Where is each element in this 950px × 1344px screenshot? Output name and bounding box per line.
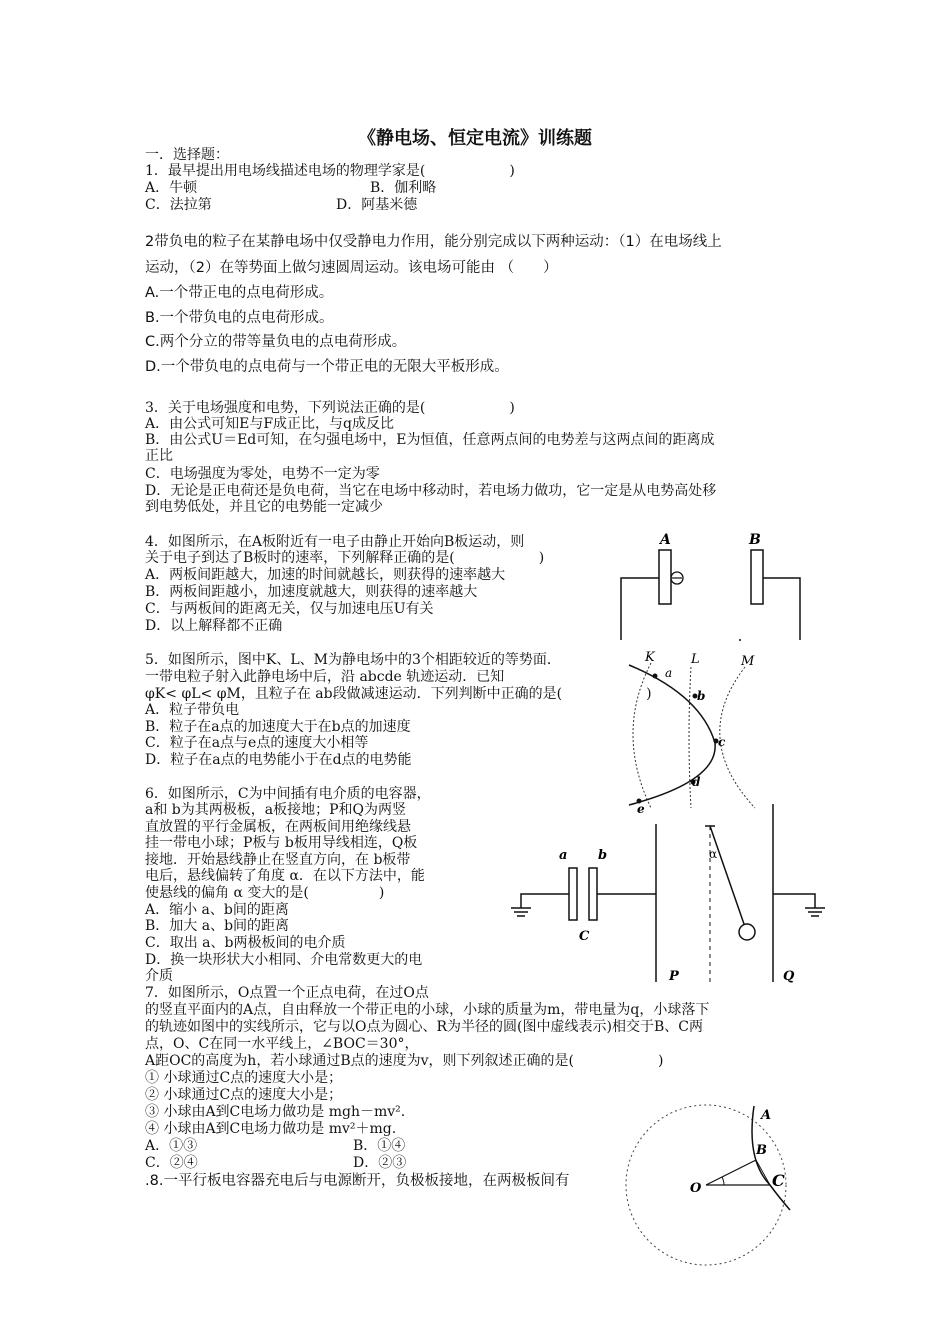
question-6-option-d-line-1: D．换一块形状大小相同、介电常数更大的电 (145, 952, 423, 968)
question-3-option-b-line-2: 正比 (145, 448, 173, 464)
question-7-option-a: A．①③ (145, 1138, 198, 1154)
svg-text:O: O (690, 1181, 702, 1196)
question-2-line-2: 运动，（2）在等势面上做匀速圆周运动。该电场可能由 （ ） (145, 260, 558, 276)
section-heading: 一．选择题： (145, 147, 229, 163)
question-4-option-a: A．两板间距越大，加速的时间就越长，则获得的速率越大 (145, 567, 506, 583)
svg-text:d: d (692, 775, 701, 789)
question-7-line-4: 点，O、C在同一水平线上，∠BOC＝30°， (145, 1036, 419, 1052)
ground-wire-q (773, 894, 815, 908)
capacitor-plate-b (589, 868, 597, 920)
fig4-label-b: B (749, 532, 761, 548)
question-6-line-7: 使悬线的偏角 α 变大的是( ) (145, 885, 385, 901)
question-1-option-d: D．阿基米德 (336, 197, 418, 213)
question-3-option-c: C．电场强度为零处，电势不一定为零 (145, 466, 380, 482)
question-6-line-5: 接地．开始悬线静止在竖直方向，在 b板带 (145, 852, 411, 868)
question-5-line-3: φK< φL< φM，且粒子在 ab段做减速运动．下列判断中正确的是( ) (145, 686, 652, 702)
svg-text:M: M (741, 654, 755, 669)
question-2-option-a: A.一个带正电的点电荷形成。 (145, 285, 334, 301)
question-1-option-c: C．法拉第 (145, 197, 212, 213)
question-6-option-d-line-2: 介质 (145, 968, 173, 984)
svg-text:c: c (718, 735, 726, 749)
svg-text:P: P (669, 969, 679, 984)
question-5-line-1: 5．如图所示，图中K、L、M为静电场中的3个相距较近的等势面． (145, 652, 561, 668)
question-6-line-6: 电后，悬线偏转了角度 α．在以下方法中，能 (145, 868, 425, 884)
svg-text:b: b (598, 848, 608, 863)
question-4-option-b: B．两板间距越小，加速度就越大，则获得的速率越大 (145, 584, 478, 600)
question-2-option-c: C.两个分立的带等量负电的点电荷形成。 (145, 334, 407, 350)
equipotential-l (689, 667, 691, 808)
question-7-line-2: 的竖直平面内的A点，自由释放一个带正电的小球，小球的质量为m，带电量为q，小球落下 (145, 1002, 710, 1018)
svg-text:L: L (691, 652, 700, 667)
question-5-option-c: C．粒子在a点与e点的速度大小相等 (145, 735, 369, 751)
question-2-line-1: 2带负电的粒子在某静电场中仅受静电力作用，能分别完成以下两种运动：（1）在电场线上 (145, 234, 722, 250)
charged-ball (739, 924, 755, 940)
question-7-statement-2: ② 小球通过C点的速度大小是； (145, 1087, 343, 1103)
question-7-line-5: A距OC的高度为h，若小球通过B点的速度为v，则下列叙述正确的是( ) (145, 1053, 664, 1069)
figure-q7-circle (650, 1100, 840, 1265)
question-3-option-d-line-1: D．无论是正电荷还是负电荷，当它在电场中移动时，若电场力做功，它一定是从电势高处移 (145, 483, 717, 499)
particle-trajectory (629, 665, 715, 805)
question-3-option-b-line-1: B．由公式U＝Ed可知，在匀强电场中，E为恒值，任意两点间的电势差与这两点间的距离成 (145, 432, 715, 448)
question-7-statement-1: ① 小球通过C点的速度大小是； (145, 1070, 343, 1086)
capacitor-plate-a (569, 868, 577, 920)
question-7-line-1: 7．如图所示，O点置一个正点电荷，在过O点 (145, 985, 429, 1001)
question-6-line-2: a和 b为其两极板，a板接地；P和Q为两竖 (145, 802, 407, 818)
question-7-option-c: C．②④ (145, 1155, 198, 1171)
question-6-option-b: B．加大 a、b间的距离 (145, 918, 290, 934)
figure-q4-plates (615, 528, 820, 646)
question-6-line-1: 6．如图所示，C为中间插有电介质的电容器， (145, 786, 431, 802)
ground-wire-a (521, 894, 569, 908)
question-6-option-a: A．缩小 a、b间的距离 (145, 902, 289, 918)
question-1-stem: 1．最早提出用电场线描述电场的物理学家是( ) (145, 163, 515, 179)
question-5-option-b: B．粒子在a点的加速度大于在b点的加速度 (145, 719, 411, 735)
svg-text:C: C (772, 1171, 785, 1190)
question-6-line-4: 挂一带电小球；P板与 b板用导线相连，Q板 (145, 835, 418, 851)
question-1-option-a: A．牛顿 (145, 180, 198, 196)
question-3-stem: 3．关于电场强度和电势，下列说法正确的是( ) (145, 400, 515, 416)
question-4-option-d: D．以上解释都不正确 (145, 618, 283, 634)
plate-b (751, 550, 763, 604)
question-6-line-3: 直放置的平行金属板，在两板间用绝缘线悬 (145, 819, 411, 835)
question-8-line-1: .8.一平行板电容器充电后与电源断开，负极板接地，在两极板间有 (145, 1173, 570, 1189)
question-3-option-a: A．由公式可知E与F成正比，与q成反比 (145, 416, 395, 432)
plate-a (659, 550, 671, 604)
wire-a (621, 578, 659, 640)
question-6-option-c: C．取出 a、b两极板间的电介质 (145, 935, 346, 951)
question-7-statement-4: ④ 小球由A到C电场力做功是 mv²＋mg. (145, 1121, 397, 1137)
svg-text:α: α (709, 847, 718, 861)
svg-text:K: K (645, 650, 655, 665)
question-4-option-c: C．与两板间的距离无关，仅与加速电压U有关 (145, 601, 434, 617)
wire-b (763, 578, 800, 640)
radius-ob (706, 1160, 756, 1185)
svg-text:e: e (637, 802, 645, 816)
document-title: 《静电场、恒定电流》训练题 (358, 128, 592, 149)
figure-q5-equipotentials (615, 643, 775, 816)
question-4-line-2: 关于电子到达了B板时的速率，下列解释正确的是( ) (145, 550, 545, 566)
question-5-option-a: A．粒子带负电 (145, 702, 240, 718)
question-7-option-b: B．①④ (353, 1138, 406, 1154)
question-4-line-1: 4．如图所示，在A板附近有一电子由静止开始向B板运动，则 (145, 534, 525, 550)
svg-text:Q: Q (783, 969, 795, 984)
fig4-label-a: A (660, 532, 671, 548)
question-1-option-b: B．伽利略 (370, 180, 437, 196)
figure-q6-capacitor-pendulum (505, 800, 845, 990)
suspension-thread (710, 826, 744, 924)
svg-text:B: B (756, 1143, 767, 1158)
question-7-line-3: 的轨迹如图中的实线所示，它与以O点为圆心、R为半径的圆(图中虚线表示)相交于B、C两 (145, 1019, 703, 1035)
question-3-option-d-line-2: 到电势低处，并且它的电势能一定减少 (145, 499, 383, 515)
svg-text:b: b (697, 689, 706, 703)
question-5-line-2: 一带电粒子射入此静电场中后，沿 abcde 轨迹运动．已知 (145, 669, 505, 685)
question-2-option-b: B.一个带负电的点电荷形成。 (145, 310, 334, 326)
svg-text:A: A (761, 1108, 772, 1123)
equipotential-k (633, 663, 651, 808)
svg-text:a: a (665, 666, 673, 680)
svg-text:C: C (579, 929, 590, 944)
question-2-option-d: D.一个带负电的点电荷与一个带正电的无限大平板形成。 (145, 359, 509, 375)
question-5-option-d: D．粒子在a点的电势能小于在d点的电势能 (145, 752, 412, 768)
question-7-statement-3: ③ 小球由A到C电场力做功是 mgh－mv². (145, 1104, 406, 1120)
svg-text:a: a (559, 848, 568, 863)
question-7-option-d: D．②③ (353, 1155, 407, 1171)
